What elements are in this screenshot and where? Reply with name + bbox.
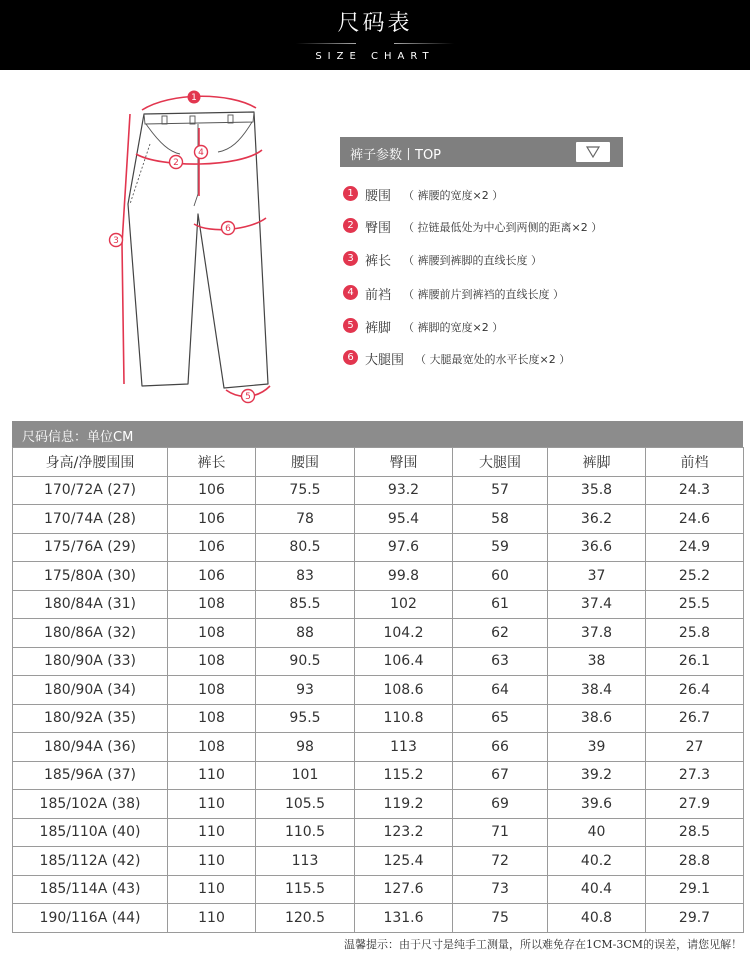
table-cell: 24.9 bbox=[646, 533, 744, 562]
table-cell: 180/86A (32) bbox=[13, 619, 168, 648]
table-cell: 29.7 bbox=[646, 904, 744, 933]
svg-text:6: 6 bbox=[225, 224, 231, 234]
table-row bbox=[13, 676, 744, 705]
table-cell: 185/102A (38) bbox=[13, 790, 168, 819]
table-cell: 58 bbox=[453, 505, 548, 534]
table-cell: 110 bbox=[168, 904, 256, 933]
table-cell: 39 bbox=[548, 733, 646, 762]
table-cell: 63 bbox=[453, 647, 548, 676]
table-cell: 39.2 bbox=[548, 761, 646, 790]
marker-6 bbox=[222, 222, 235, 235]
column-header: 身高/净腰围围 bbox=[13, 448, 168, 477]
legend-number: 5 bbox=[343, 318, 358, 333]
table-cell: 28.5 bbox=[646, 818, 744, 847]
table-cell: 120.5 bbox=[256, 904, 355, 933]
table-cell: 115.2 bbox=[355, 761, 453, 790]
table-cell: 61 bbox=[453, 590, 548, 619]
legend-item-length bbox=[343, 249, 743, 269]
param-title: 裤子参数丨TOP bbox=[350, 148, 442, 163]
legend-desc: （ 拉链最低处为中心到两侧的距离×2 ） bbox=[403, 221, 603, 234]
table-cell: 106.4 bbox=[355, 647, 453, 676]
size-table bbox=[12, 447, 744, 933]
table-cell: 108 bbox=[168, 704, 256, 733]
table-cell: 57 bbox=[453, 476, 548, 505]
table-cell: 101 bbox=[256, 761, 355, 790]
table-cell: 93.2 bbox=[355, 476, 453, 505]
table-cell: 26.7 bbox=[646, 704, 744, 733]
legend-name: 大腿围 bbox=[365, 353, 405, 368]
table-cell: 36.6 bbox=[548, 533, 646, 562]
legend-item-hip bbox=[343, 216, 743, 236]
table-cell: 180/94A (36) bbox=[13, 733, 168, 762]
table-cell: 170/74A (28) bbox=[13, 505, 168, 534]
size-info-label: 尺码信息：单位CM bbox=[22, 430, 134, 445]
table-cell: 110.5 bbox=[256, 818, 355, 847]
table-cell: 80.5 bbox=[256, 533, 355, 562]
column-header: 前档 bbox=[646, 448, 744, 477]
legend-item-waist bbox=[343, 184, 743, 204]
legend-desc: （ 裤腰到裤脚的直线长度 ） bbox=[403, 254, 542, 267]
table-cell: 40.2 bbox=[548, 847, 646, 876]
table-cell: 65 bbox=[453, 704, 548, 733]
table-cell: 105.5 bbox=[256, 790, 355, 819]
disclaimer-note: 温馨提示：由于尺寸是纯手工测量，所以难免存在1CM-3CM的误差，请您见解！ bbox=[344, 938, 743, 951]
legend-number: 2 bbox=[343, 218, 358, 233]
column-header: 裤脚 bbox=[548, 448, 646, 477]
table-cell: 90.5 bbox=[256, 647, 355, 676]
table-cell: 180/90A (33) bbox=[13, 647, 168, 676]
table-row bbox=[13, 875, 744, 904]
table-cell: 108 bbox=[168, 619, 256, 648]
table-cell: 26.1 bbox=[646, 647, 744, 676]
table-row bbox=[13, 847, 744, 876]
table-cell: 75.5 bbox=[256, 476, 355, 505]
legend-number: 3 bbox=[343, 251, 358, 266]
table-row bbox=[13, 704, 744, 733]
table-cell: 127.6 bbox=[355, 875, 453, 904]
param-header bbox=[340, 137, 623, 167]
table-cell: 28.8 bbox=[646, 847, 744, 876]
marker-5 bbox=[242, 390, 255, 403]
table-cell: 180/92A (35) bbox=[13, 704, 168, 733]
table-cell: 24.6 bbox=[646, 505, 744, 534]
table-row bbox=[13, 818, 744, 847]
table-row bbox=[13, 761, 744, 790]
legend-number: 6 bbox=[343, 350, 358, 365]
legend-desc: （ 大腿最宽处的水平长度×2 ） bbox=[415, 353, 571, 366]
table-cell: 36.2 bbox=[548, 505, 646, 534]
legend-item-hem bbox=[343, 316, 743, 336]
column-header: 臀围 bbox=[355, 448, 453, 477]
table-cell: 97.6 bbox=[355, 533, 453, 562]
table-cell: 99.8 bbox=[355, 562, 453, 591]
table-cell: 185/112A (42) bbox=[13, 847, 168, 876]
table-cell: 83 bbox=[256, 562, 355, 591]
table-cell: 185/96A (37) bbox=[13, 761, 168, 790]
pants-diagram bbox=[100, 84, 300, 410]
svg-text:3: 3 bbox=[113, 236, 119, 246]
table-cell: 38.6 bbox=[548, 704, 646, 733]
table-cell: 25.2 bbox=[646, 562, 744, 591]
column-header: 腰围 bbox=[256, 448, 355, 477]
table-cell: 59 bbox=[453, 533, 548, 562]
page-header bbox=[0, 0, 750, 70]
title-divider-left bbox=[296, 43, 356, 44]
table-cell: 98 bbox=[256, 733, 355, 762]
table-cell: 64 bbox=[453, 676, 548, 705]
table-cell: 106 bbox=[168, 562, 256, 591]
legend-desc: （ 裤脚的宽度×2 ） bbox=[403, 321, 504, 334]
page-subtitle: SIZE CHART bbox=[315, 51, 435, 62]
table-cell: 110 bbox=[168, 875, 256, 904]
legend-number: 1 bbox=[343, 186, 358, 201]
table-cell: 73 bbox=[453, 875, 548, 904]
svg-text:5: 5 bbox=[245, 392, 251, 402]
table-cell: 40.4 bbox=[548, 875, 646, 904]
marker-1 bbox=[188, 91, 201, 104]
table-cell: 110 bbox=[168, 761, 256, 790]
table-row bbox=[13, 619, 744, 648]
table-cell: 95.4 bbox=[355, 505, 453, 534]
page-title: 尺码表 bbox=[337, 11, 413, 36]
table-cell: 123.2 bbox=[355, 818, 453, 847]
table-cell: 40.8 bbox=[548, 904, 646, 933]
table-row bbox=[13, 590, 744, 619]
table-cell: 110 bbox=[168, 847, 256, 876]
table-row bbox=[13, 476, 744, 505]
table-cell: 110.8 bbox=[355, 704, 453, 733]
table-cell: 27.9 bbox=[646, 790, 744, 819]
table-cell: 71 bbox=[453, 818, 548, 847]
table-cell: 26.4 bbox=[646, 676, 744, 705]
legend-desc: （ 裤腰前片到裤裆的直线长度 ） bbox=[403, 288, 564, 301]
table-cell: 95.5 bbox=[256, 704, 355, 733]
table-cell: 185/114A (43) bbox=[13, 875, 168, 904]
table-cell: 93 bbox=[256, 676, 355, 705]
table-cell: 190/116A (44) bbox=[13, 904, 168, 933]
legend-name: 臀围 bbox=[365, 221, 392, 236]
table-cell: 106 bbox=[168, 505, 256, 534]
svg-text:1: 1 bbox=[191, 93, 197, 103]
table-cell: 125.4 bbox=[355, 847, 453, 876]
table-cell: 25.8 bbox=[646, 619, 744, 648]
table-cell: 170/72A (27) bbox=[13, 476, 168, 505]
legend-item-thigh bbox=[343, 348, 743, 368]
table-cell: 180/90A (34) bbox=[13, 676, 168, 705]
table-cell: 40 bbox=[548, 818, 646, 847]
triangle-down-icon bbox=[576, 142, 610, 162]
table-row bbox=[13, 562, 744, 591]
size-info-header bbox=[12, 421, 743, 447]
table-cell: 180/84A (31) bbox=[13, 590, 168, 619]
table-cell: 38.4 bbox=[548, 676, 646, 705]
marker-3 bbox=[110, 234, 123, 247]
table-cell: 67 bbox=[453, 761, 548, 790]
table-cell: 102 bbox=[355, 590, 453, 619]
table-cell: 113 bbox=[355, 733, 453, 762]
table-cell: 35.8 bbox=[548, 476, 646, 505]
legend-name: 前裆 bbox=[365, 288, 392, 303]
table-cell: 104.2 bbox=[355, 619, 453, 648]
table-cell: 110 bbox=[168, 818, 256, 847]
legend-desc: （ 裤腰的宽度×2 ） bbox=[403, 189, 504, 202]
marker-2 bbox=[170, 156, 183, 169]
table-cell: 66 bbox=[453, 733, 548, 762]
table-cell: 108.6 bbox=[355, 676, 453, 705]
table-cell: 106 bbox=[168, 476, 256, 505]
legend-number: 4 bbox=[343, 285, 358, 300]
legend-item-front-rise bbox=[343, 283, 743, 303]
table-row bbox=[13, 505, 744, 534]
legend-name: 裤长 bbox=[365, 254, 392, 269]
table-cell: 75 bbox=[453, 904, 548, 933]
column-header: 裤长 bbox=[168, 448, 256, 477]
table-cell: 38 bbox=[548, 647, 646, 676]
table-cell: 25.5 bbox=[646, 590, 744, 619]
column-header: 大腿围 bbox=[453, 448, 548, 477]
table-cell: 85.5 bbox=[256, 590, 355, 619]
title-divider-right bbox=[394, 43, 454, 44]
table-cell: 60 bbox=[453, 562, 548, 591]
table-body bbox=[13, 476, 744, 932]
table-cell: 175/76A (29) bbox=[13, 533, 168, 562]
table-cell: 62 bbox=[453, 619, 548, 648]
table-cell: 27.3 bbox=[646, 761, 744, 790]
table-cell: 37.4 bbox=[548, 590, 646, 619]
table-cell: 27 bbox=[646, 733, 744, 762]
svg-text:4: 4 bbox=[198, 148, 204, 158]
table-row bbox=[13, 647, 744, 676]
table-cell: 24.3 bbox=[646, 476, 744, 505]
table-cell: 78 bbox=[256, 505, 355, 534]
table-cell: 108 bbox=[168, 647, 256, 676]
legend-name: 腰围 bbox=[365, 189, 392, 204]
table-cell: 29.1 bbox=[646, 875, 744, 904]
table-row bbox=[13, 790, 744, 819]
table-cell: 106 bbox=[168, 533, 256, 562]
table-cell: 69 bbox=[453, 790, 548, 819]
table-cell: 108 bbox=[168, 676, 256, 705]
marker-4 bbox=[195, 146, 208, 159]
table-cell: 185/110A (40) bbox=[13, 818, 168, 847]
table-cell: 108 bbox=[168, 733, 256, 762]
table-cell: 115.5 bbox=[256, 875, 355, 904]
table-cell: 131.6 bbox=[355, 904, 453, 933]
table-cell: 88 bbox=[256, 619, 355, 648]
table-cell: 113 bbox=[256, 847, 355, 876]
table-row bbox=[13, 904, 744, 933]
table-cell: 119.2 bbox=[355, 790, 453, 819]
table-cell: 110 bbox=[168, 790, 256, 819]
table-cell: 39.6 bbox=[548, 790, 646, 819]
table-cell: 37.8 bbox=[548, 619, 646, 648]
table-row bbox=[13, 733, 744, 762]
table-cell: 37 bbox=[548, 562, 646, 591]
legend-name: 裤脚 bbox=[365, 321, 392, 336]
table-cell: 72 bbox=[453, 847, 548, 876]
table-cell: 175/80A (30) bbox=[13, 562, 168, 591]
svg-text:2: 2 bbox=[173, 158, 179, 168]
table-row bbox=[13, 533, 744, 562]
dropdown-button[interactable] bbox=[576, 142, 610, 162]
table-header-row bbox=[13, 448, 744, 477]
table-cell: 108 bbox=[168, 590, 256, 619]
